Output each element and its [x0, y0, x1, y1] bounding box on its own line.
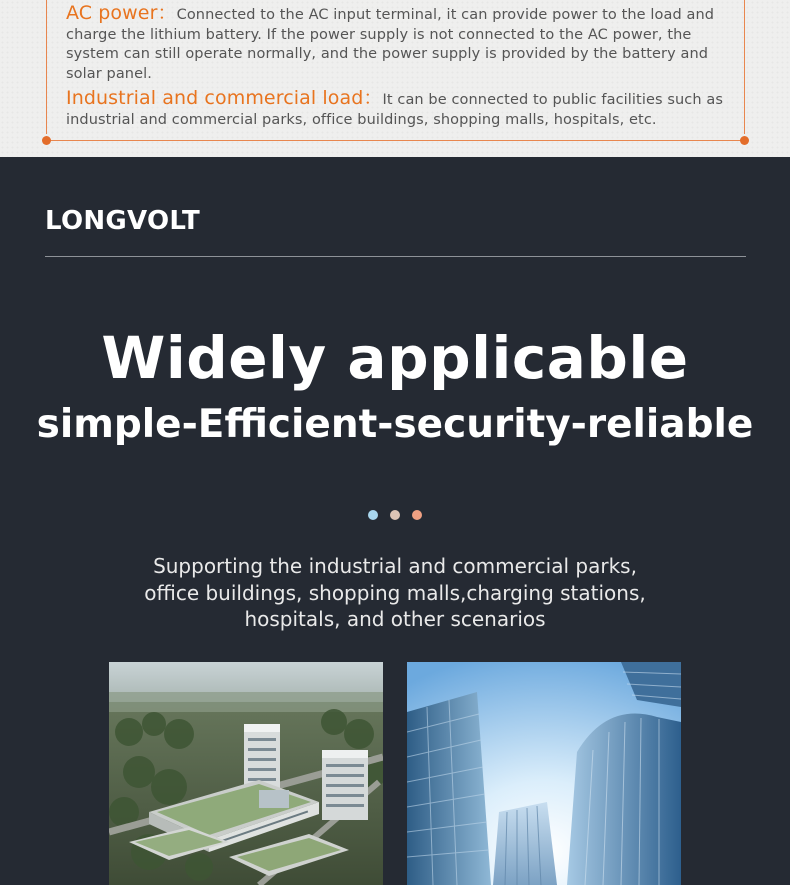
- feature-ac-power-text: Connected to the AC input terminal, it can provide power to the load and charge the lithium battery. If the power supply is not connected to the AC power, the system can still operate normally, and the power supply is provided by the battery and solar panel.: [66, 7, 715, 82]
- page-headline: Widely applicable: [101, 324, 689, 392]
- dot-blue: [368, 510, 378, 520]
- page-subheadline: simple-Efficient-security-reliable: [36, 402, 754, 447]
- brand-logo-text: LONGVOLT: [45, 206, 201, 236]
- feature-industrial-load: [66, 89, 734, 130]
- frame-corner-dot-right: [740, 136, 749, 145]
- scenario-description-line-1: Supporting the industrial and commercial parks,: [153, 554, 637, 578]
- scenario-description-line-3: hospitals, and other scenarios: [244, 607, 546, 631]
- panel-frame-left: [46, 0, 47, 134]
- panel-frame-right: [744, 0, 745, 134]
- industrial-park-aerial-photo: [109, 662, 383, 885]
- feature-panel: [0, 0, 790, 157]
- scenario-description: [0, 553, 790, 633]
- dot-beige: [390, 510, 400, 520]
- feature-industrial-load-title: Industrial and commercial load：: [66, 87, 383, 109]
- feature-ac-power: [66, 4, 734, 84]
- frame-corner-dot-left: [42, 136, 51, 145]
- dot-peach: [412, 510, 422, 520]
- brand-divider: [45, 256, 746, 257]
- feature-ac-power-title: AC power：: [66, 2, 177, 24]
- panel-frame-bottom: [47, 140, 744, 141]
- scenario-description-line-2: office buildings, shopping malls,charging stations,: [144, 580, 646, 605]
- skyscrapers-sky-photo: [407, 662, 681, 885]
- feature-industrial-load-text: It can be connected to public facilities such as industrial and commercial parks, office buildings, shopping malls, hospitals, etc.: [66, 92, 724, 128]
